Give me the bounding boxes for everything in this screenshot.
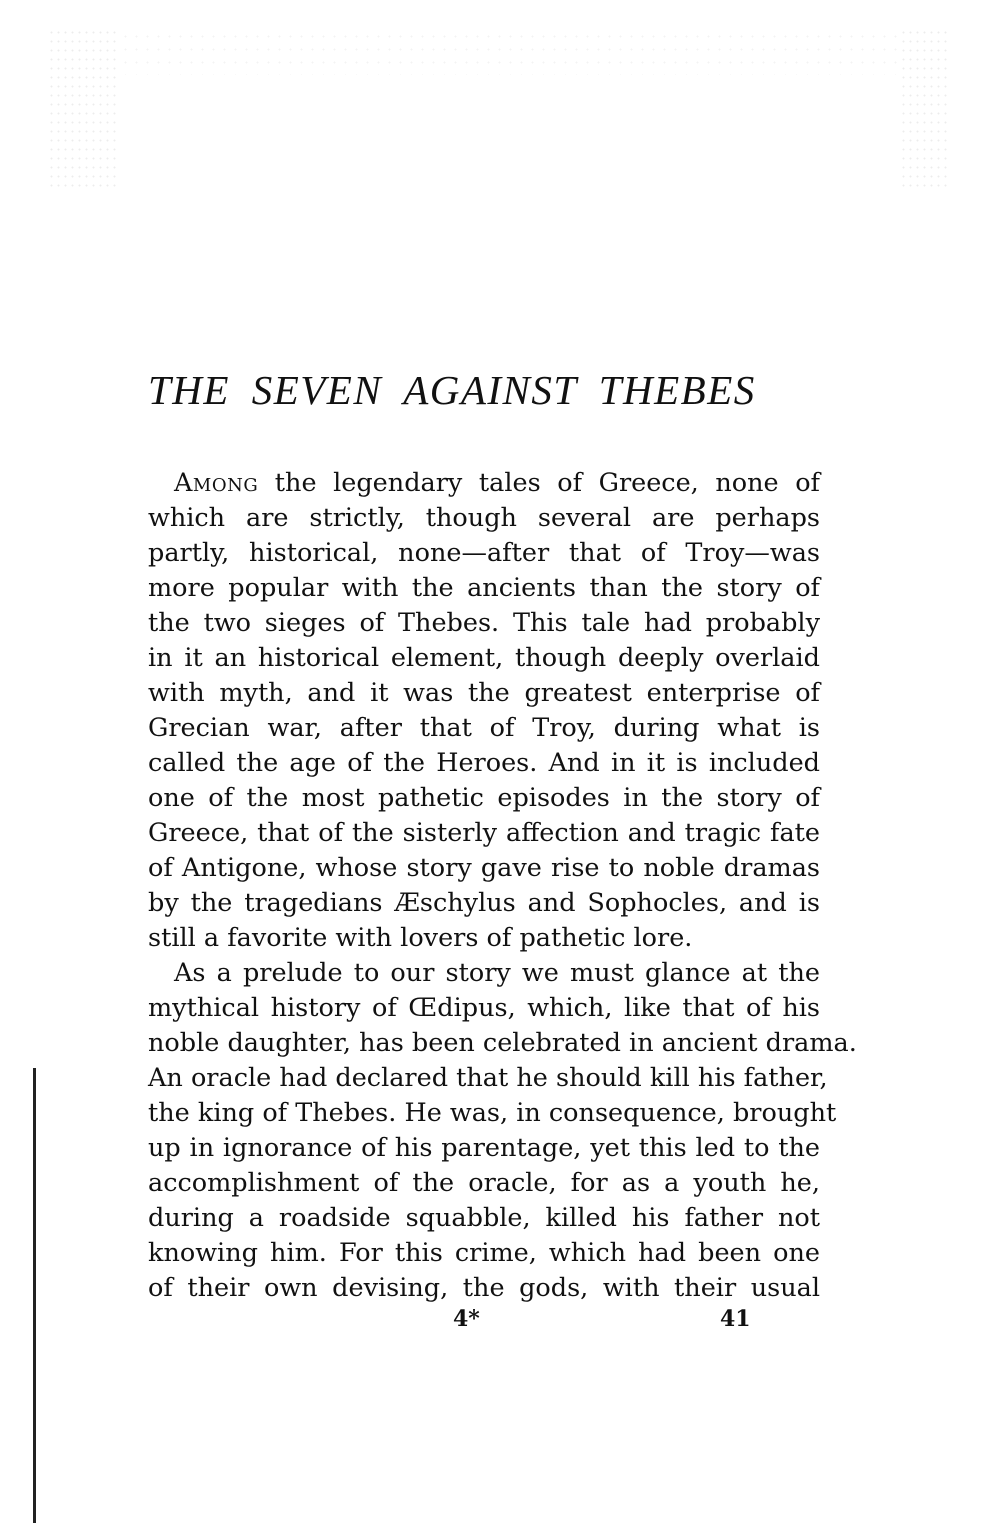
text-line: by the tragedians Æschylus and Sophocles, and is	[148, 888, 820, 918]
signature-mark: 4*	[453, 1306, 480, 1332]
text-line: knowing him. For this crime, which had been one	[148, 1238, 820, 1268]
binding-edge	[33, 1068, 36, 1523]
text-line: noble daughter, has been celebrated in ancient drama.	[148, 1028, 857, 1058]
text-line: mythical history of Œdipus, which, like that of his	[148, 993, 820, 1023]
text-line: of Antigone, whose story gave rise to noble dramas	[148, 853, 820, 883]
text-line: with myth, and it was the greatest enterprise of	[148, 678, 820, 708]
chapter-title: THE SEVEN AGAINST THEBES	[148, 367, 756, 413]
text-line: of their own devising, the gods, with their usual	[148, 1273, 820, 1303]
page-number: 41	[720, 1306, 751, 1332]
scan-noise	[48, 28, 118, 188]
text-line: more popular with the ancients than the story of	[148, 573, 820, 603]
text-line: the two sieges of Thebes. This tale had probably	[148, 608, 820, 638]
paragraph-1	[148, 466, 820, 956]
text-line: which are strictly, though several are perhaps	[148, 503, 820, 533]
text-line: still a favorite with lovers of pathetic lore.	[148, 923, 693, 953]
scan-noise	[120, 30, 900, 75]
text-line: one of the most pathetic episodes in the story of	[148, 783, 820, 813]
text-line: called the age of the Heroes. And in it is included	[148, 748, 820, 778]
paragraph-2	[148, 956, 857, 1306]
text-line: the king of Thebes. He was, in consequence, brought	[148, 1098, 837, 1128]
text-line: partly, historical, none—after that of Troy—was	[148, 538, 820, 568]
text-line: As a prelude to our story we must glance at the	[174, 958, 820, 988]
text-line: Greece, that of the sisterly affection and tragic fate	[148, 818, 820, 848]
text-line: Grecian war, after that of Troy, during what is	[148, 713, 820, 743]
drop-word: Among	[174, 468, 259, 498]
text-line: accomplishment of the oracle, for as a youth he,	[148, 1168, 820, 1198]
text-line: during a roadside squabble, killed his father not	[148, 1203, 820, 1233]
text-line: up in ignorance of his parentage, yet this led to the	[148, 1133, 820, 1163]
scan-noise	[900, 28, 950, 188]
text-line: in it an historical element, though deeply overlaid	[148, 643, 820, 673]
text-line: An oracle had declared that he should kill his father,	[148, 1063, 828, 1093]
text-line: Among the legendary tales of Greece, none of	[174, 468, 820, 498]
